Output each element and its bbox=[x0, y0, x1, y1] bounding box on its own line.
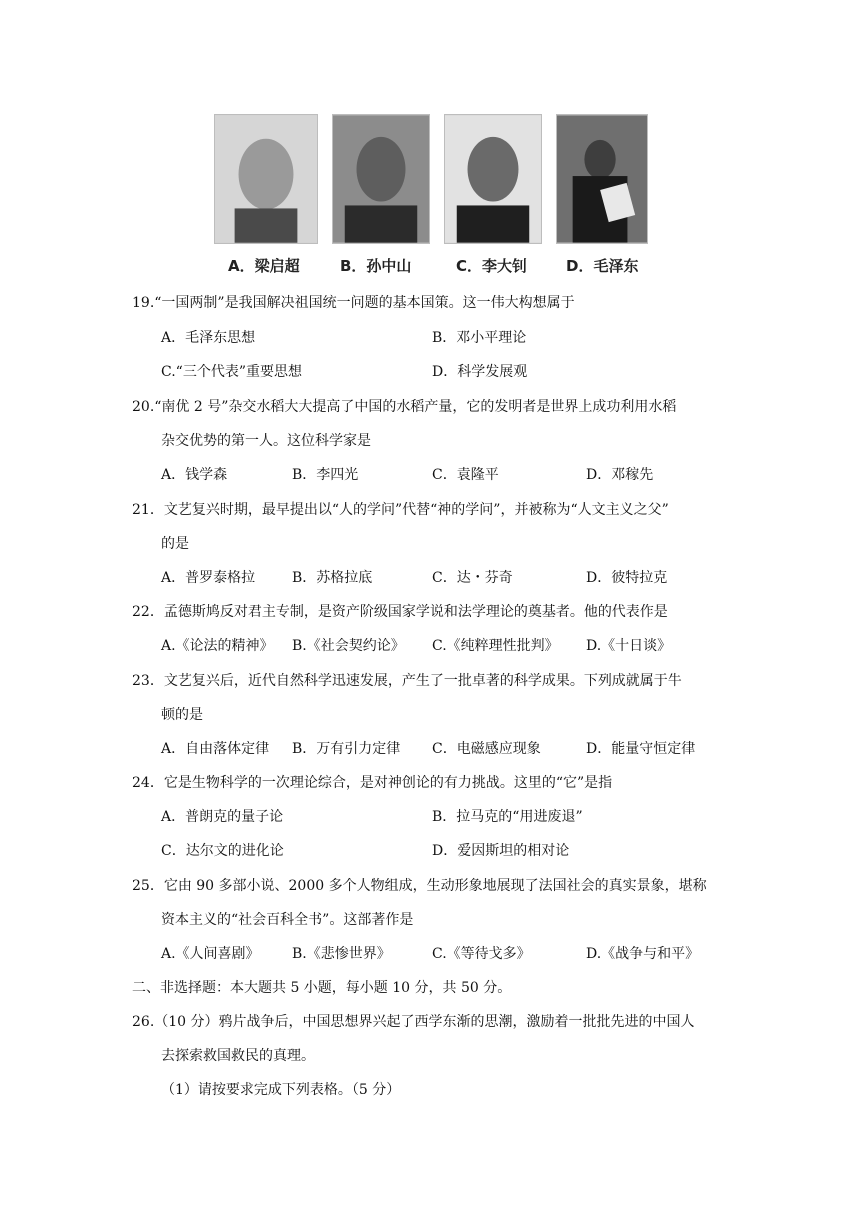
q25-option-d: D.《战争与和平》 bbox=[586, 946, 700, 962]
caption-a: A．梁启超 bbox=[228, 257, 300, 275]
q24-option-a: A．普朗克的量子论 bbox=[161, 809, 284, 825]
q24-option-c: C．达尔文的进化论 bbox=[161, 843, 284, 859]
q24-option-b: B．拉马克的“用进废退” bbox=[432, 809, 583, 825]
q21-option-a: A．普罗泰格拉 bbox=[161, 570, 256, 586]
portrait-photo-strip bbox=[214, 114, 654, 246]
section-2-heading: 二、非选择题：本大题共 5 小题，每小题 10 分，共 50 分。 bbox=[132, 980, 512, 996]
portrait-photo-d bbox=[556, 114, 648, 244]
caption-d: D．毛泽东 bbox=[566, 257, 639, 275]
q19-option-c: C.“三个代表”重要思想 bbox=[161, 364, 302, 380]
q23-option-a: A．自由落体定律 bbox=[161, 741, 270, 757]
caption-b: B．孙中山 bbox=[340, 257, 412, 275]
q20-option-c: C．袁隆平 bbox=[432, 467, 499, 483]
question-24-stem: 24．它是生物科学的一次理论综合，是对神创论的有力挑战。这里的“它”是指 bbox=[132, 775, 613, 791]
question-19-stem: 19.“一国两制”是我国解决祖国统一问题的基本国策。这一伟大构想属于 bbox=[132, 295, 575, 311]
q19-option-b: B．邓小平理论 bbox=[432, 330, 527, 346]
question-21-stem-cont: 的是 bbox=[161, 536, 189, 552]
q22-option-b: B.《社会契约论》 bbox=[292, 638, 405, 654]
question-26-stem: 26.（10 分）鸦片战争后，中国思想界兴起了西学东渐的思潮，激励着一批批先进的中国人 bbox=[132, 1014, 695, 1030]
question-26-sub-1: （1）请按要求完成下列表格。（5 分） bbox=[161, 1082, 401, 1098]
question-21-stem: 21．文艺复兴时期，最早提出以“人的学问”代替“神的学问”，并被称为“人文主义之父” bbox=[132, 502, 669, 518]
q20-option-b: B．李四光 bbox=[292, 467, 359, 483]
q21-option-d: D．彼特拉克 bbox=[586, 570, 668, 586]
q22-option-c: C.《纯粹理性批判》 bbox=[432, 638, 559, 654]
question-20-stem: 20.“南优 2 号”杂交水稻大大提高了中国的水稻产量，它的发明者是世界上成功利用水稻 bbox=[132, 399, 677, 415]
portrait-photo-c bbox=[444, 114, 542, 244]
question-23-stem: 23．文艺复兴后，近代自然科学迅速发展，产生了一批卓著的科学成果。下列成就属于牛 bbox=[132, 673, 682, 689]
q25-option-b: B.《悲惨世界》 bbox=[292, 946, 391, 962]
question-22-stem: 22．孟德斯鸠反对君主专制，是资产阶级国家学说和法学理论的奠基者。他的代表作是 bbox=[132, 604, 668, 620]
question-25-stem-cont: 资本主义的“社会百科全书”。这部著作是 bbox=[161, 912, 414, 928]
q22-option-d: D.《十日谈》 bbox=[586, 638, 672, 654]
q25-option-c: C.《等待戈多》 bbox=[432, 946, 531, 962]
q23-option-b: B．万有引力定律 bbox=[292, 741, 401, 757]
caption-c: C．李大钊 bbox=[456, 257, 528, 275]
question-26-stem-cont: 去探索救国救民的真理。 bbox=[161, 1048, 315, 1064]
question-25-stem: 25．它由 90 多部小说、2000 多个人物组成，生动形象地展现了法国社会的真实景象，堪称 bbox=[132, 878, 707, 894]
q24-option-d: D．爱因斯坦的相对论 bbox=[432, 843, 570, 859]
q25-option-a: A.《人间喜剧》 bbox=[161, 946, 260, 962]
q22-option-a: A.《论法的精神》 bbox=[161, 638, 274, 654]
q23-option-d: D．能量守恒定律 bbox=[586, 741, 696, 757]
question-23-stem-cont: 顿的是 bbox=[161, 707, 203, 723]
q19-option-d: D．科学发展观 bbox=[432, 364, 528, 380]
q19-option-a: A．毛泽东思想 bbox=[161, 330, 256, 346]
q21-option-c: C．达・芬奇 bbox=[432, 570, 513, 586]
question-20-stem-cont: 杂交优势的第一人。这位科学家是 bbox=[161, 433, 371, 449]
portrait-photo-a bbox=[214, 114, 318, 244]
q20-option-d: D．邓稼先 bbox=[586, 467, 654, 483]
q20-option-a: A．钱学森 bbox=[161, 467, 228, 483]
portrait-photo-b bbox=[332, 114, 430, 244]
q21-option-b: B．苏格拉底 bbox=[292, 570, 373, 586]
q23-option-c: C．电磁感应现象 bbox=[432, 741, 541, 757]
